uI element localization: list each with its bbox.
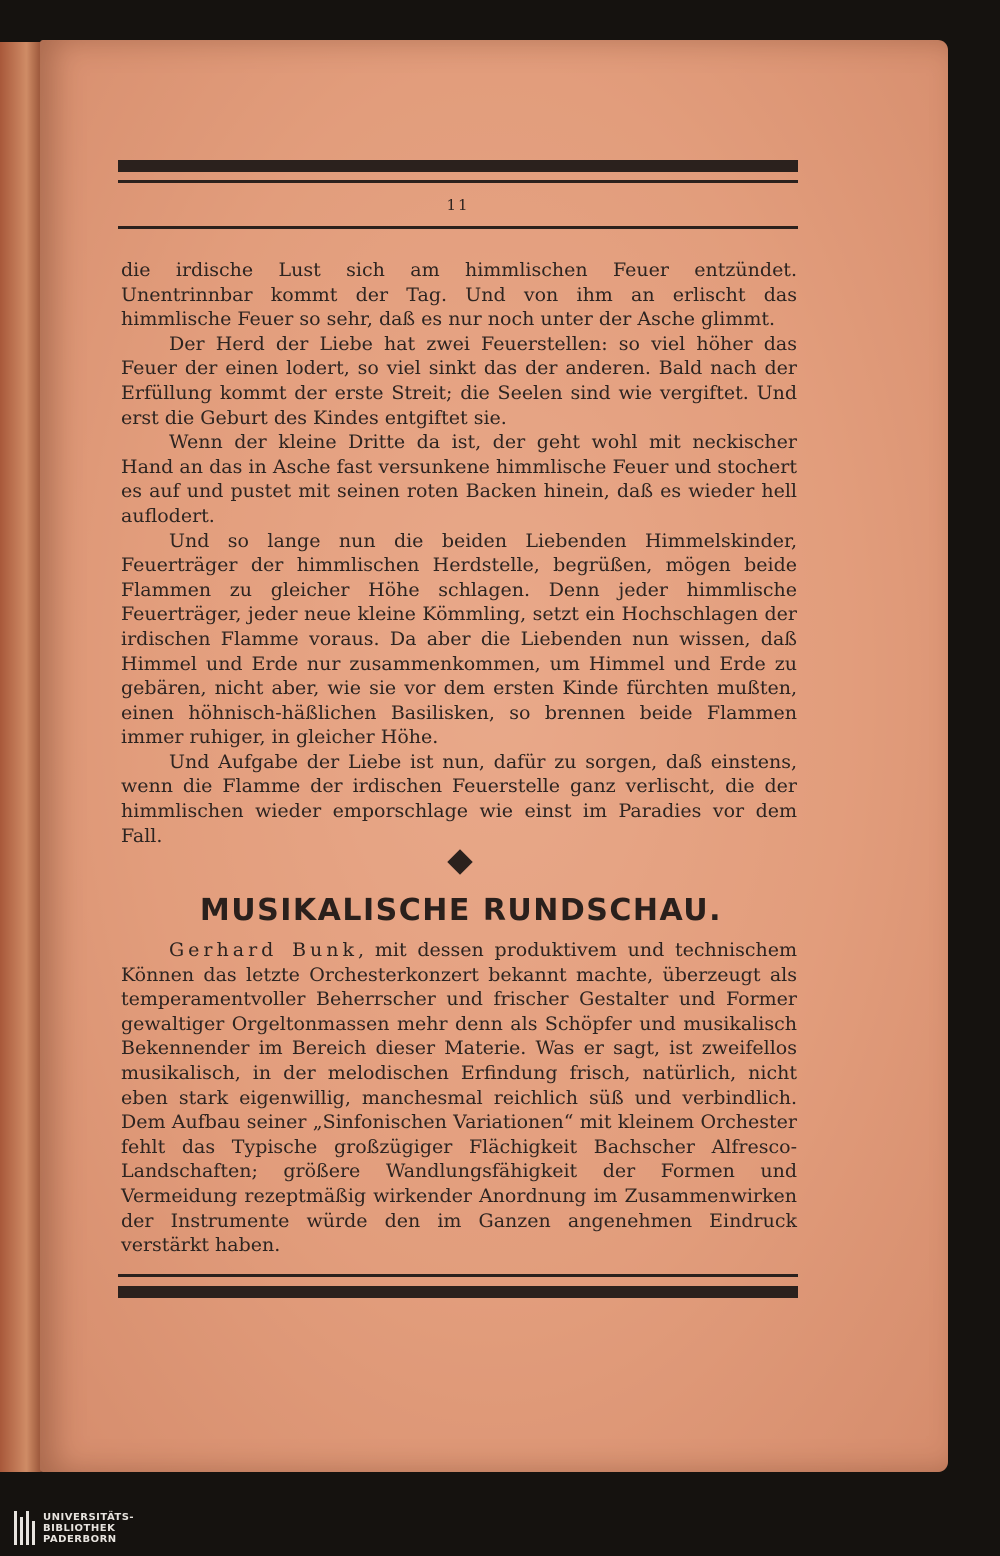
footer-rule-thick bbox=[118, 1286, 798, 1298]
left-page-edge bbox=[0, 42, 44, 1472]
paragraph bbox=[121, 938, 797, 1258]
lead-name: Gerhard Bunk bbox=[169, 939, 359, 961]
header-rule-bottom bbox=[118, 226, 798, 229]
article-continued-text bbox=[121, 258, 797, 848]
header-rule-thick bbox=[118, 160, 798, 172]
section-heading: MUSIKALISCHE RUNDSCHAU. bbox=[199, 893, 723, 928]
header-rule-thin bbox=[118, 180, 798, 183]
library-logo-icon bbox=[14, 1511, 35, 1545]
section-body-text bbox=[121, 938, 797, 1258]
paragraph: Wenn der kleine Dritte da ist, der geht wohl mit neckischer Hand an das in Asche fast versunkene himmlische Feuer und stochert es auf und pustet mit seinen roten Backen hinein, daß es wieder hell auflodert. bbox=[121, 431, 797, 527]
paragraph-body: , mit dessen produktivem und technischem Können das letzte Orchesterkonzert bekannt machte, überzeugt als temperamentvoller Beherrscher und frischer Gestalter und Former gewaltiger Orgeltonmassen mehr denn als Schöpfer und musikalisch Bekennender im Bereich dieser Materie. Was er sagt, ist zweifellos musikalisch, in der melodischen Erfindung frisch, natürlich, nicht eben stark eigenwillig, manchesmal reichlich süß und verbindlich. Dem Aufbau seiner „Sinfonischen Variationen“ mit kleinem Orchester fehlt das Typische großzügiger Flächigkeit Bachscher Alfresco-Landschaften; größere Wandlungsfähigkeit der Formen und Vermeidung rezeptmäßig wirkender Anordnung im Zusammenwirken der Instrumente würde den im Ganzen angenehmen Eindruck verstärkt haben. bbox=[121, 939, 797, 1257]
paragraph: Der Herd der Liebe hat zwei Feuerstellen: so viel höher das Feuer der einen lodert, so viel sinkt das der anderen. Bald nach der Erfüllung kommt der erste Streit; die Seelen sind wie vergiftet. Und erst die Geburt des Kindes entgiftet sie. bbox=[121, 332, 797, 429]
paragraph: Und Aufgabe der Liebe ist nun, dafür zu sorgen, daß einstens, wenn die Flamme der irdischen Feuerstelle ganz verlischt, die der himmlischen wieder emporschlage wie einst im Paradies vor dem Fall. bbox=[121, 750, 797, 847]
library-logo-text: UNIVERSITÄTS- BIBLIOTHEK PADERBORN bbox=[43, 1511, 135, 1545]
footer-rule-thin bbox=[118, 1274, 798, 1277]
library-logo bbox=[14, 1508, 134, 1548]
paragraph: Und so lange nun die beiden Liebenden Himmelskinder, Feuerträger der himmlischen Herdstelle, begrüßen, mögen beide Flammen zu gleicher Höhe schlagen. Denn jeder himmlische Feuerträger, jeder neue kleine Kömmling, setzt ein Hochschlagen der irdischen Flamme voraus. Da aber die Liebenden nun wissen, daß Himmel und Erde nur zusammenkommen, um Himmel und Erde zu gebären, nicht aber, wie sie vor dem ersten Kinde fürchten mußten, einen höhnisch-häßlichen Basilisken, so brennen beide Flammen immer ruhiger, in gleicher Höhe. bbox=[121, 529, 797, 749]
paragraph: die irdische Lust sich am himmlischen Feuer entzündet. Unentrinnbar kommt der Tag. Und von ihm an erlischt das himmlische Feuer so sehr, daß es nur noch unter der Asche glimmt. bbox=[121, 259, 797, 331]
page-number: 11 bbox=[446, 196, 470, 214]
